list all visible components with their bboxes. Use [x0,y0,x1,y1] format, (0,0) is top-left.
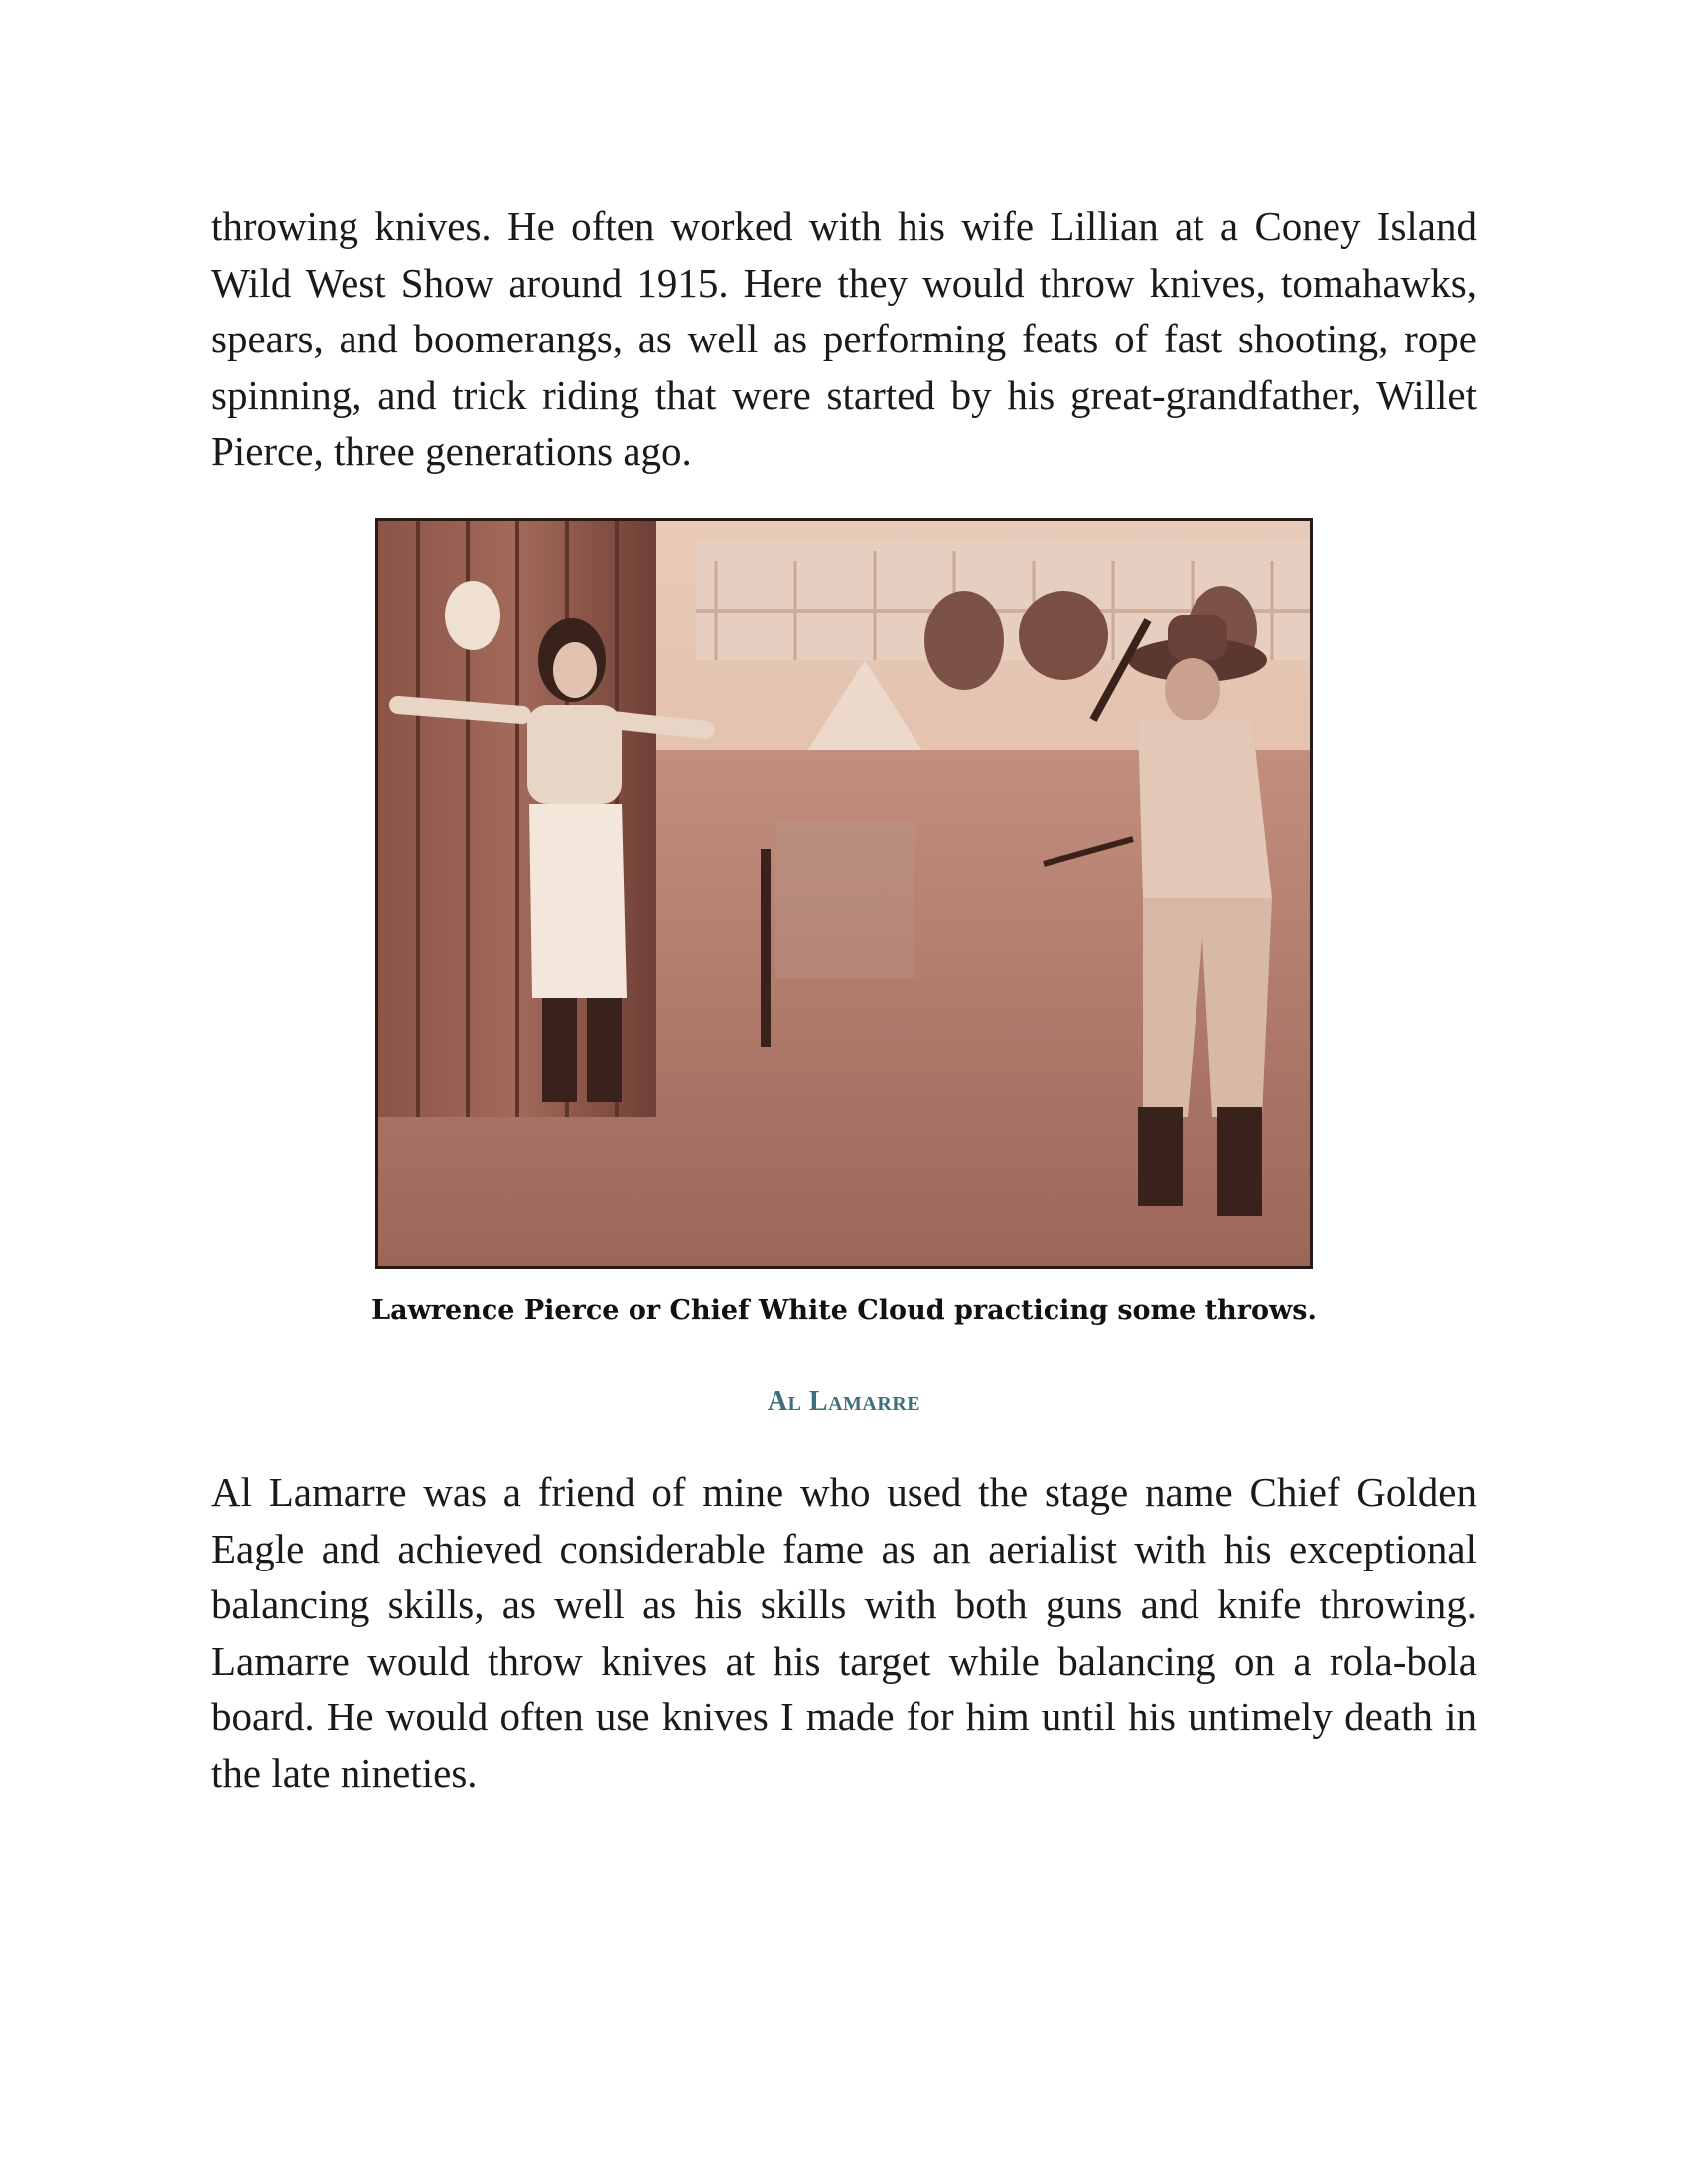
sepia-photograph [375,518,1313,1269]
figure-caption: Lawrence Pierce or Chief White Cloud practicing some throws. [371,1296,1317,1326]
photo-illustration [378,521,1310,1266]
section-heading: Al Lamarre [767,1386,921,1417]
body-paragraph-bottom: Al Lamarre was a friend of mine who used the stage name Chief Golden Eagle and achieved considerable fame as an aerialist with his exceptional balancing skills, as well as his skills with both guns and knife throwing. Lamarre would throw knives at his target while balancing on a rola-bola board. He would often use knives I made for him until his untimely death in the late nineties. [211,1469,1477,1796]
body-paragraph-top: throwing knives. He often worked with his wife Lillian at a Coney Island Wild West Show around 1915. Here they would throw knives, tomahawks, spears, and boomerangs, as well as performing feats of fast shooting, rope spinning, and trick riding that were started by his great-grandfather, Willet Pierce, three generations ago. [211,204,1477,474]
